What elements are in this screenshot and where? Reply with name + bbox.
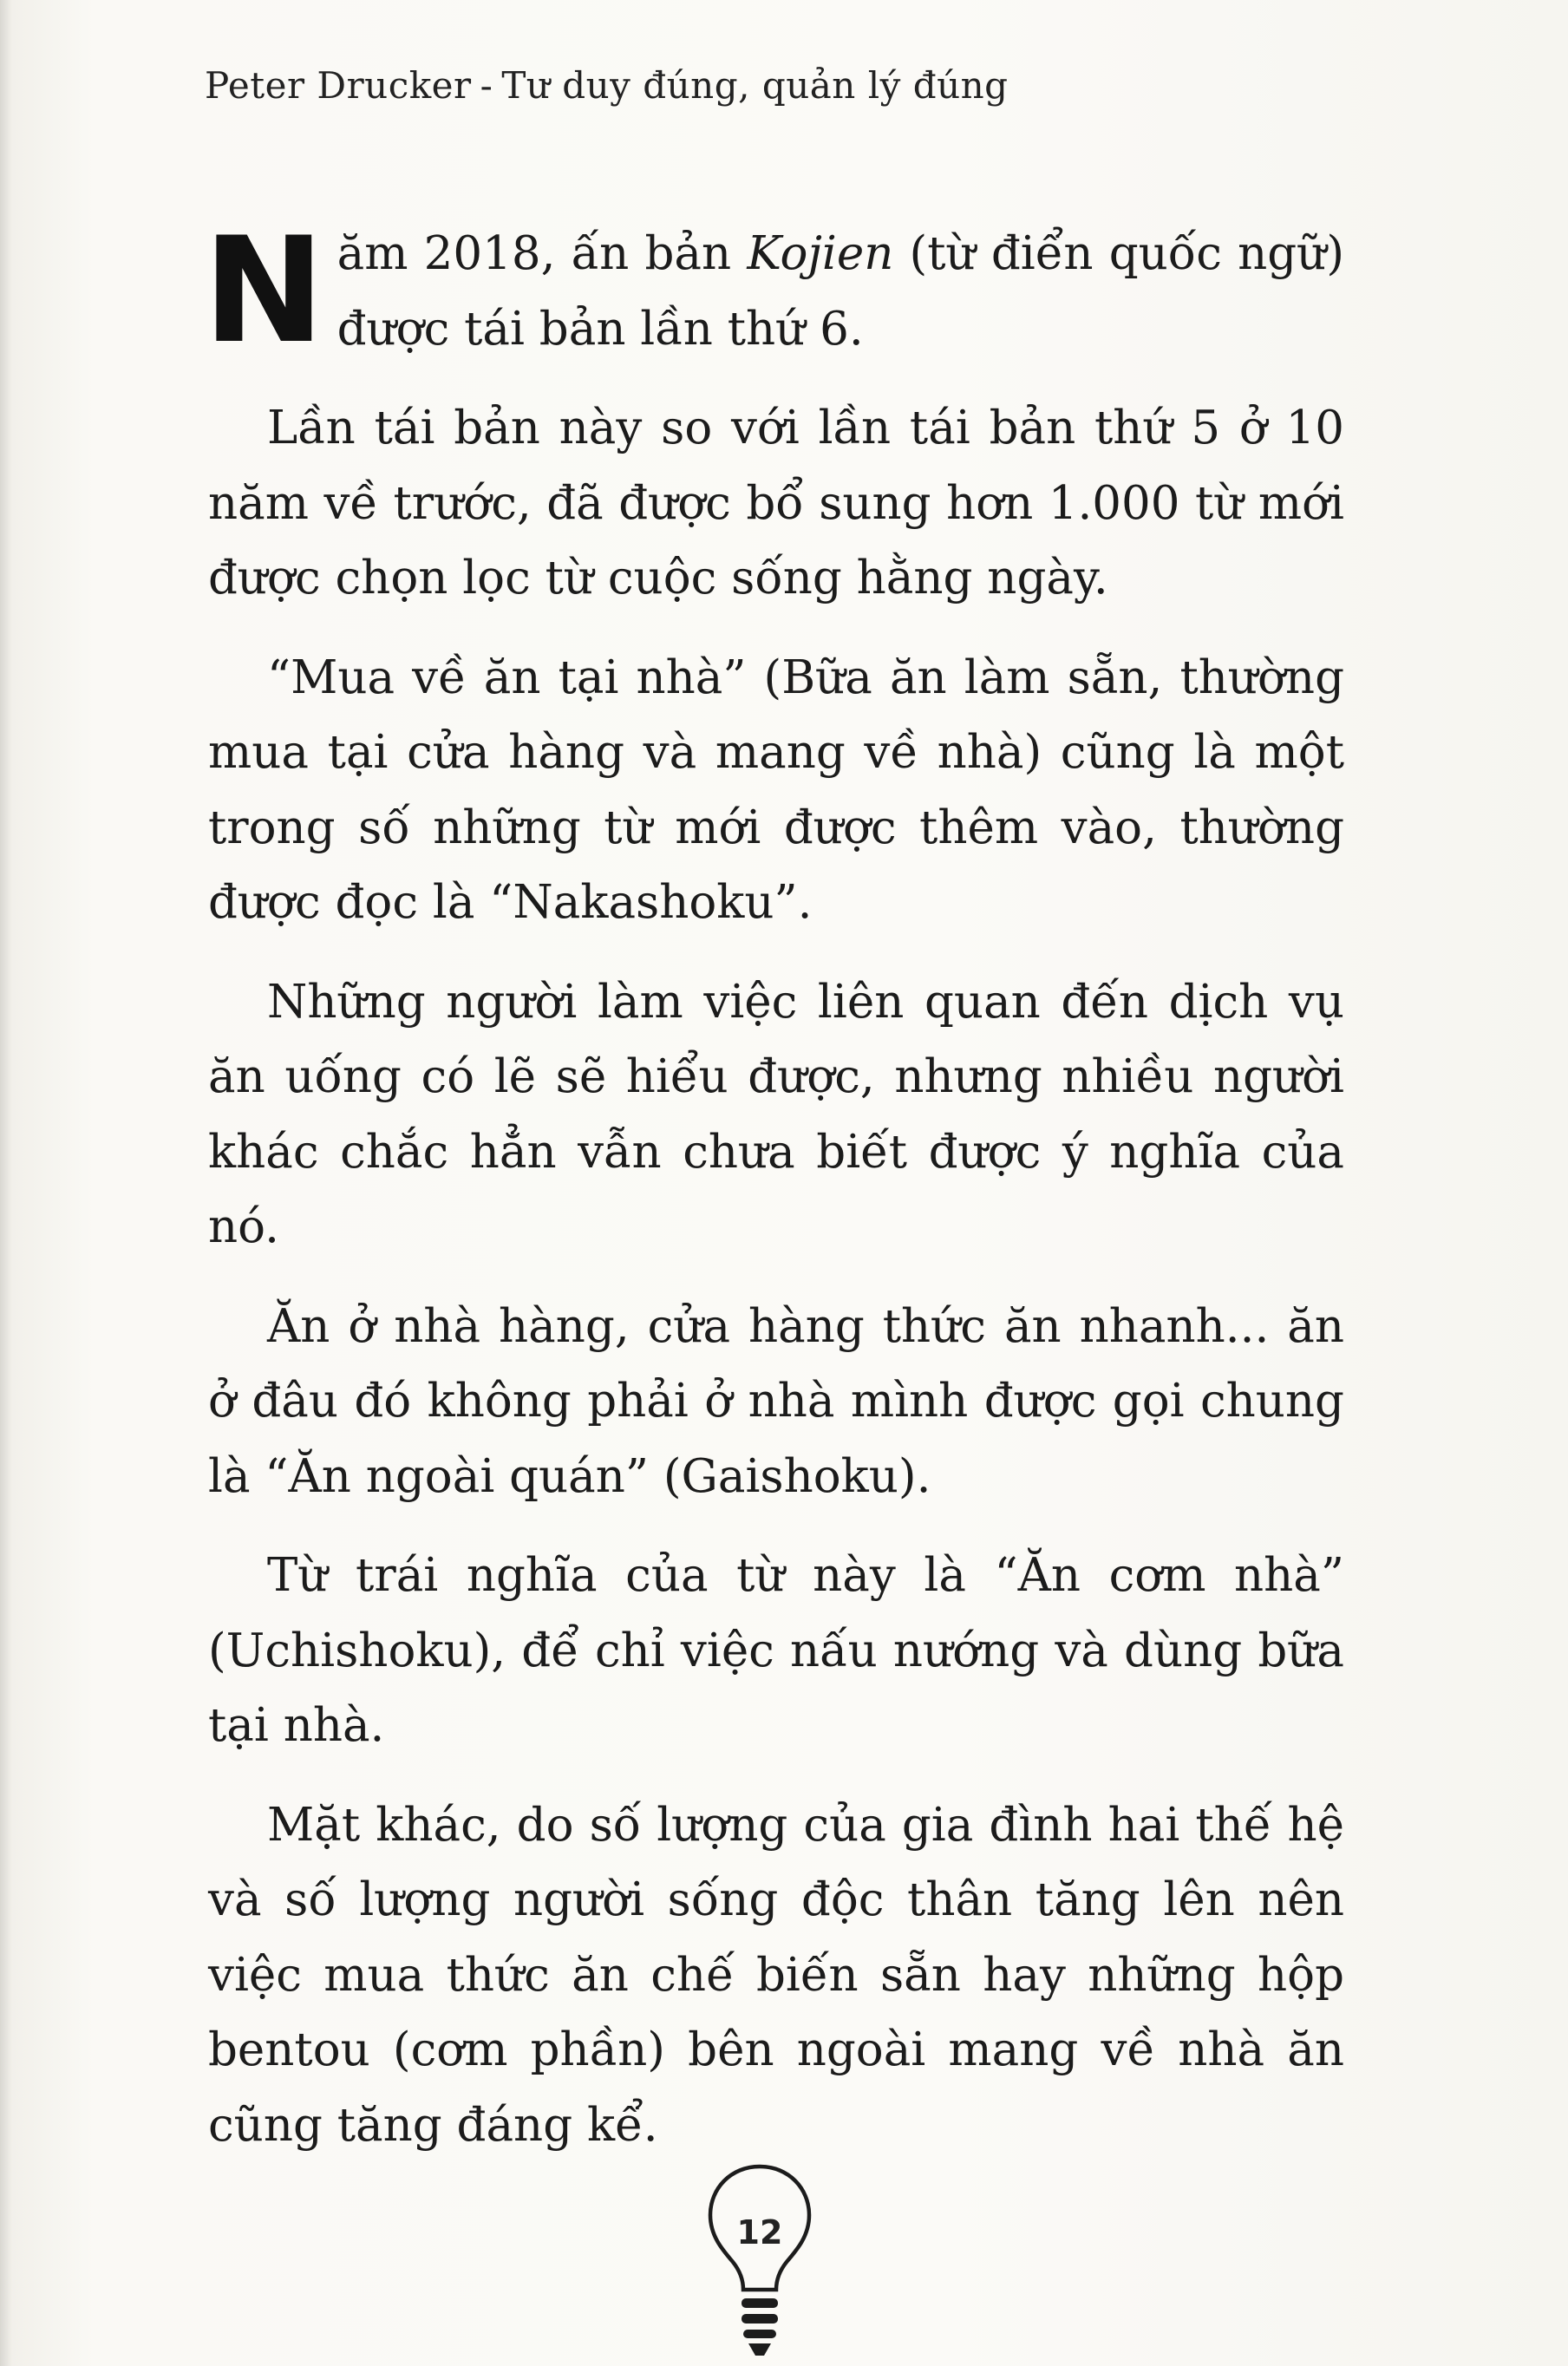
- paragraph-1-text-b: (từ điển quốc ngữ) được tái bản lần thứ 6.: [336, 227, 1344, 356]
- paragraph-5: Ăn ở nhà hàng, cửa hàng thức ăn nhanh... ăn ở đâu đó không phải ở nhà mình được gọi chung là “Ăn ngoài quán” (Gaishoku).: [208, 1299, 1344, 1503]
- header-title: Tư duy đúng, quản lý đúng: [501, 64, 1009, 107]
- header-author: Peter Drucker: [205, 64, 472, 107]
- running-header: [205, 64, 1009, 107]
- paragraph-1-text-a: ăm 2018, ấn bản: [336, 227, 748, 280]
- lightbulb-icon: [707, 2160, 846, 2366]
- page-number: 12: [736, 2213, 783, 2252]
- paragraph-7: Mặt khác, do số lượng của gia đình hai thế hệ và số lượng người sống độc thân tăng lên nên việc mua thức ăn chế biến sẵn hay những hộp bentou (cơm phần) bên ngoài mang về nhà ăn cũng tăng đáng kể.: [208, 1798, 1344, 2152]
- paragraph-1: [203, 206, 1344, 376]
- header-separator: -: [480, 64, 493, 107]
- page-edge-shadow: [0, 0, 12, 2366]
- paragraph-6: Từ trái nghĩa của từ này là “Ăn cơm nhà” (Uchishoku), để chỉ việc nấu nướng và dùng bữa tại nhà.: [208, 1549, 1344, 1752]
- paragraph-4: Những người làm việc liên quan đến dịch vụ ăn uống có lẽ sẽ hiểu được, nhưng nhiều người khác chắc hẳn vẫn chưa biết được ý nghĩa của nó.: [208, 975, 1344, 1253]
- drop-cap: N: [203, 206, 325, 376]
- paragraph-3: “Mua về ăn tại nhà” (Bữa ăn làm sẵn, thường mua tại cửa hàng và mang về nhà) cũng là một trong số những từ mới được thêm vào, thường được đọc là “Nakashoku”.: [208, 650, 1344, 929]
- body-text: [203, 206, 1344, 2163]
- paragraph-1-italic-term: Kojien: [747, 227, 894, 280]
- paragraph-2: Lần tái bản này so với lần tái bản thứ 5 ở 10 năm về trước, đã được bổ sung hơn 1.000 từ mới được chọn lọc từ cuộc sống hằng ngày.: [208, 402, 1344, 605]
